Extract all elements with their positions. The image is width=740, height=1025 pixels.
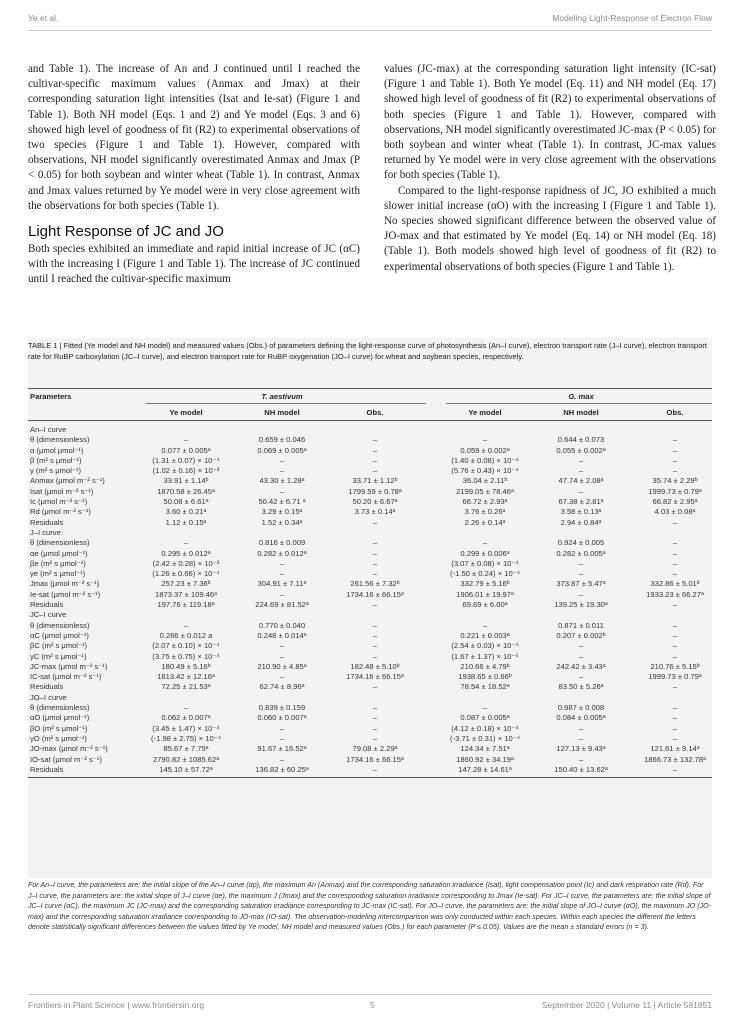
table-cell: – bbox=[672, 733, 678, 743]
table-cell: – bbox=[183, 538, 189, 548]
table-cell: 66.72 ± 2.93ᵃ bbox=[462, 497, 508, 507]
table-row bbox=[28, 497, 712, 507]
table-cell: 3.76 ± 0.26ᵃ bbox=[464, 507, 506, 517]
data-table bbox=[28, 388, 712, 778]
table-cell: 182.48 ± 5.10ᵇ bbox=[350, 661, 400, 671]
table-row bbox=[28, 755, 712, 765]
table-cell: 136.82 ± 60.25ᵃ bbox=[255, 764, 309, 774]
row-label: JO–I curve bbox=[30, 692, 67, 702]
species-header-1: T. aestivum bbox=[261, 392, 303, 401]
table-row bbox=[28, 734, 712, 744]
left-paragraph-1: and Table 1). The increase of An and J continued until I reached the cultivar-specific maximum values (Anmax and Jmax) at their corresponding saturation light intensities (Isat and Ie-sat) (Figure 1 and Table 1). Both NH model (Eqs. 1 and 2) and Ye model (Eqs. 3 and 6) showed high level of goodness of fit (R2) to experimental observations of two species (Figure 1 and Table 1). However, compared with observations, NH model significantly overestimated Anmax and Jmax (P < 0.05) for both soybean and winter wheat (Table 1). In contrast, Anmax and Jmax values returned by Ye model were in very close agreement with the observations for both species (Table 1). bbox=[28, 63, 360, 212]
table-row bbox=[28, 610, 712, 620]
table-cell: – bbox=[672, 651, 678, 661]
table-cell: – bbox=[183, 703, 189, 713]
row-label: αC (μmol μmol⁻¹) bbox=[30, 630, 89, 640]
table-cell: – bbox=[578, 641, 584, 651]
table-cell: (1.31 ± 0.07) × 10⁻⁴ bbox=[152, 455, 220, 465]
subheader: Obs. bbox=[366, 408, 384, 417]
subheader: Ye model bbox=[169, 408, 203, 417]
table-cell: 180.49 ± 5.16ᵇ bbox=[161, 661, 211, 671]
row-label: αO (μmol μmol⁻¹) bbox=[30, 713, 90, 723]
table-row bbox=[28, 476, 712, 486]
table-cell: – bbox=[372, 558, 378, 568]
table-cell: 47.74 ± 2.08ᵃ bbox=[558, 476, 604, 486]
table-cell: – bbox=[578, 455, 584, 465]
table-cell: – bbox=[372, 682, 378, 692]
table-cell: 139.25 ± 19.30ᵃ bbox=[554, 600, 608, 610]
table-cell: – bbox=[279, 651, 285, 661]
table-cell: 332.86 ± 5.01ᵇ bbox=[650, 579, 700, 589]
subheader: Obs. bbox=[666, 408, 684, 417]
row-label: θ (dimensionless) bbox=[30, 703, 90, 713]
table-row bbox=[28, 600, 712, 610]
row-label: γe (m² s μmol⁻¹) bbox=[30, 569, 86, 579]
table-cell: – bbox=[372, 703, 378, 713]
table-cell: – bbox=[279, 569, 285, 579]
table-cell: 0.816 ± 0.009 bbox=[258, 538, 306, 548]
row-label: θ (dimensionless) bbox=[30, 435, 90, 445]
row-label: IC-sat (μmol m⁻² s⁻¹) bbox=[30, 672, 102, 682]
table-cell: – bbox=[372, 713, 378, 723]
table-cell: 2199.05 ± 78.46ᵃ bbox=[456, 486, 514, 496]
table-row bbox=[28, 435, 712, 445]
table-cell: 85.67 ± 7.75ᵃ bbox=[163, 744, 209, 754]
table-row bbox=[28, 652, 712, 662]
page-footer bbox=[28, 1000, 712, 1014]
table-cell: 3.29 ± 0.15ᵃ bbox=[261, 507, 303, 517]
table-cell: 1734.16 ± 66.15ᵃ bbox=[346, 589, 404, 599]
table-cell: 0.221 ± 0.003ᵃ bbox=[460, 630, 510, 640]
table-row bbox=[28, 559, 712, 569]
table-cell: 1906.01 ± 19.97ᵃ bbox=[456, 589, 514, 599]
table-cell: 257.23 ± 7.36ᵇ bbox=[161, 579, 211, 589]
table-cell: – bbox=[672, 630, 678, 640]
table-cell: – bbox=[672, 455, 678, 465]
table-cell: – bbox=[372, 600, 378, 610]
table-cell: 0.060 ± 0.007ᵃ bbox=[257, 713, 307, 723]
row-label: βO (m² s μmol⁻¹) bbox=[30, 723, 88, 733]
table-cell: 0.266 ± 0.012 a bbox=[159, 630, 213, 640]
row-label: θ (dimensionless) bbox=[30, 620, 90, 630]
table-cell: 83.50 ± 5.26ᵃ bbox=[558, 682, 604, 692]
table-row bbox=[28, 507, 712, 517]
table-cell: 1734.16 ± 66.15ᵃ bbox=[346, 754, 404, 764]
table-cell: – bbox=[578, 466, 584, 476]
table-row bbox=[28, 621, 712, 631]
table-cell: 91.67 ± 16.52ᵃ bbox=[257, 744, 307, 754]
table-cell: 0.084 ± 0.005ᵃ bbox=[556, 713, 606, 723]
table-cell: 0.055 ± 0.002ᵃ bbox=[556, 445, 606, 455]
table-row bbox=[28, 724, 712, 734]
row-label: J–I curve bbox=[30, 527, 61, 537]
table-cell: 150.40 ± 13.62ᵃ bbox=[554, 764, 608, 774]
footer-journal: Frontiers in Plant Science | www.frontiersin.org bbox=[28, 1000, 205, 1010]
table-cell: – bbox=[279, 723, 285, 733]
table-cell: 1860.92 ± 34.19ᵃ bbox=[456, 754, 514, 764]
table-cell: – bbox=[279, 466, 285, 476]
table-cell: – bbox=[672, 620, 678, 630]
table-cell: – bbox=[672, 600, 678, 610]
table-row bbox=[28, 693, 712, 703]
table-cell: 78.54 ± 18.52ᵃ bbox=[460, 682, 510, 692]
table-cell: 0.207 ± 0.002ᵇ bbox=[556, 630, 606, 640]
row-label: αe (μmol μmol⁻¹) bbox=[30, 548, 88, 558]
left-paragraph-2: Both species exhibited an immediate and rapid initial increase of JC (αC) with the increasing I (Figure 1 and Table 1). The increase of JC continued until I reached the cultivar-specific maximum bbox=[28, 243, 360, 286]
row-label: JC–I curve bbox=[30, 610, 67, 620]
table-cell: – bbox=[279, 486, 285, 496]
table-cell: 35.74 ± 2.29ᵇ bbox=[652, 476, 698, 486]
table-cell: (3.45 ± 1.47) × 10⁻⁴ bbox=[152, 723, 220, 733]
table-cell: – bbox=[279, 754, 285, 764]
section-heading: Light Response of JC and JO bbox=[28, 223, 224, 241]
table-cell: 127.13 ± 9.43ᵃ bbox=[556, 744, 606, 754]
row-label: Residuals bbox=[30, 682, 64, 692]
header-title: Modeling Light-Response of Electron Flow bbox=[552, 13, 712, 23]
table-cell: 0.644 ± 0.073 bbox=[557, 435, 605, 445]
table-row bbox=[28, 682, 712, 692]
table-cell: 0.924 ± 0.005 bbox=[557, 538, 605, 548]
table-cell: – bbox=[279, 589, 285, 599]
table-cell: – bbox=[482, 435, 488, 445]
table-cell: – bbox=[279, 672, 285, 682]
table-cell: 1.52 ± 0.34ᵃ bbox=[261, 517, 303, 527]
table-row bbox=[28, 713, 712, 723]
table-cell: 50.08 ± 6.61ᵃ bbox=[163, 497, 209, 507]
table-cell: (2.54 ± 0.03) × 10⁻⁴ bbox=[451, 641, 519, 651]
table-row bbox=[28, 765, 712, 775]
table-cell: – bbox=[372, 630, 378, 640]
row-label: β (m² s μmol⁻¹) bbox=[30, 455, 82, 465]
table-cell: 145.10 ± 57.72ᵃ bbox=[159, 764, 213, 774]
table-cell: – bbox=[372, 455, 378, 465]
row-label: Residuals bbox=[30, 517, 64, 527]
table-cell: – bbox=[672, 466, 678, 476]
table-cell: 0.059 ± 0.002ᵃ bbox=[460, 445, 510, 455]
table-cell: 121.61 ± 9.14ᵃ bbox=[650, 744, 700, 754]
table-cell: 2.94 ± 0.84ᵃ bbox=[560, 517, 602, 527]
row-label: γ (m² s μmol⁻¹) bbox=[30, 466, 81, 476]
table-cell: 1813.42 ± 12.16ᵃ bbox=[157, 672, 215, 682]
row-label: Ic (μmol m⁻² s⁻¹) bbox=[30, 497, 88, 507]
table-cell: (-3.71 ± 0.31) × 10⁻⁴ bbox=[450, 733, 520, 743]
table-cell: 1938.65 ± 0.66ᵇ bbox=[458, 672, 512, 682]
table-cell: (1.26 ± 0.66) × 10⁻⁴ bbox=[152, 569, 220, 579]
table-cell: 0.062 ± 0.007ᵃ bbox=[161, 713, 211, 723]
table-row bbox=[28, 425, 712, 435]
table-cell: (-1.50 ± 0.24) × 10⁻⁴ bbox=[450, 569, 520, 579]
table-cell: 261.56 ± 7.32ᵇ bbox=[350, 579, 400, 589]
table-cell: 0.069 ± 0.005ᵃ bbox=[257, 445, 307, 455]
table-cell: – bbox=[672, 548, 678, 558]
table-cell: 1999.73 ± 0.79ᵃ bbox=[648, 672, 702, 682]
table-cell: 0.295 ± 0.012ᵃ bbox=[161, 548, 211, 558]
table-cell: 0.299 ± 0.006ᵃ bbox=[460, 548, 510, 558]
row-label: Ie-sat (μmol m⁻² s⁻¹) bbox=[30, 589, 101, 599]
table-row bbox=[28, 446, 712, 456]
table-row bbox=[28, 703, 712, 713]
running-header bbox=[28, 13, 712, 27]
page-number: 5 bbox=[370, 1000, 375, 1010]
row-label: Isat (μmol m⁻² s⁻¹) bbox=[30, 486, 94, 496]
table-row bbox=[28, 672, 712, 682]
table-cell: 50.20 ± 6.67ᵃ bbox=[352, 497, 398, 507]
row-label: βC (m² s μmol⁻¹) bbox=[30, 641, 88, 651]
table-cell: 1999.73 ± 0.79ᵃ bbox=[648, 486, 702, 496]
table-cell: 224.69 ± 81.52ᵃ bbox=[255, 600, 309, 610]
species-header-2: G. max bbox=[568, 392, 594, 401]
table-cell: 0.282 ± 0.005ᵃ bbox=[556, 548, 606, 558]
table-row bbox=[28, 549, 712, 559]
table-cell: 210.66 ± 4.79ᵇ bbox=[460, 661, 510, 671]
table-cell: 210.90 ± 4.85ᵃ bbox=[257, 661, 307, 671]
table-cell: – bbox=[372, 651, 378, 661]
table-cell: – bbox=[372, 466, 378, 476]
table-cell: 67.38 ± 2.81ᵃ bbox=[558, 497, 604, 507]
table-cell: – bbox=[672, 517, 678, 527]
table-cell: – bbox=[672, 723, 678, 733]
table-cell: – bbox=[578, 569, 584, 579]
table-cell: – bbox=[279, 641, 285, 651]
table-cell: – bbox=[279, 455, 285, 465]
table-body bbox=[28, 425, 712, 775]
table-cell: (4.12 ± 0.18) × 10⁻⁴ bbox=[451, 723, 519, 733]
table-cell: 1873.37 ± 109.46ᵃ bbox=[155, 589, 217, 599]
table-cell: 124.34 ± 7.51ᵃ bbox=[460, 744, 510, 754]
table-cell: – bbox=[372, 764, 378, 774]
table-row bbox=[28, 569, 712, 579]
table-cell: 0.282 ± 0.012ᵃ bbox=[257, 548, 307, 558]
table-cell: (3.07 ± 0.08) × 10⁻⁴ bbox=[451, 558, 519, 568]
table-cell: 1799.59 ± 0.78ᵃ bbox=[348, 486, 402, 496]
table-cell: – bbox=[279, 558, 285, 568]
table-cell: – bbox=[578, 723, 584, 733]
footer-rule bbox=[28, 994, 712, 995]
table-cell: – bbox=[482, 538, 488, 548]
table-cell: – bbox=[372, 538, 378, 548]
table-cell: – bbox=[672, 682, 678, 692]
table-cell: 373.87 ± 5.47ᵃ bbox=[556, 579, 606, 589]
table-cell: 43.30 ± 1.28ᵃ bbox=[259, 476, 305, 486]
table-cell: 72.25 ± 21.53ᵃ bbox=[161, 682, 211, 692]
table-row bbox=[28, 518, 712, 528]
table-cell: (3.75 ± 0.75) × 10⁻⁴ bbox=[152, 651, 220, 661]
row-label: γO (m² s μmol⁻¹) bbox=[30, 733, 87, 743]
row-label: θ (dimensionless) bbox=[30, 538, 90, 548]
table-cell: – bbox=[672, 435, 678, 445]
table-cell: – bbox=[578, 672, 584, 682]
table-cell: 0.248 ± 0.014ᵃ bbox=[257, 630, 307, 640]
table-cell: 3.60 ± 0.21ᵃ bbox=[165, 507, 207, 517]
table-footnote: For An–I curve, the parameters are: the initial slope of the An–I curve (αp), the maximum An (Anmax) and the corresponding saturation irradiance (Isat), light compensation point (Ic) and dark respiration rate (Rd). For J–I curve, the parameters are: the initial slope of J–I curve (αe), the maximum J (Jmax) and the corresponding saturation irradiance corresponding to Jmax (Ie-sat). For JC–I curve, the parameters are: the initial slope of JC–I curve (αC), the maximum JC (JC-max) and the corresponding saturation irradiance corresponding to JC-max (IC-sat). For JO–I curve, the parameters are: the initial slope of JO–I curve (αO), the maximum JO (JO-max) and the corresponding saturation irradiance corresponding to JO-max (IO-sat). The observation-modeling intercomparison was only conducted within each species. Within each species the different the letters denote statistically significant differences between the values fitted by Ye model, NH model and measured values (Obs.) for each parameter (P ≤ 0.05). Values are the mean ± standard errors (n = 3). bbox=[28, 881, 712, 932]
table-cell: – bbox=[372, 548, 378, 558]
table-cell: 1933.23 ± 66.27ᵃ bbox=[646, 589, 704, 599]
table-cell: – bbox=[578, 733, 584, 743]
table-cell: – bbox=[279, 733, 285, 743]
table-cell: 4.03 ± 0.08ᵃ bbox=[654, 507, 696, 517]
table-cell: 332.79 ± 5.16ᵇ bbox=[460, 579, 510, 589]
row-label: Residuals bbox=[30, 764, 64, 774]
table-cell: – bbox=[672, 538, 678, 548]
right-paragraph-1: values (JC-max) at the corresponding saturation light intensity (IC-sat) (Figure 1 and Table 1). Both Ye model (Eq. 11) and NH model (Eq. 17) showed high level of goodness of fit (R2) to experimental observations of both species (Figure 1 and Table 1). However, compared with observations, NH model significantly overestimated JC-max (P < 0.05) for both soybean and winter wheat (Table 1). In contrast, JC-max values returned by Ye model were in very close agreement with the observations for both species (Table 1). bbox=[384, 63, 716, 182]
table-cell: 79.08 ± 2.29ᵃ bbox=[352, 744, 398, 754]
table-cell: 33.91 ± 1.14ᵇ bbox=[163, 476, 209, 486]
table-cell: – bbox=[672, 569, 678, 579]
row-label: JC-max (μmol m⁻² s⁻¹) bbox=[30, 661, 108, 671]
table-cell: – bbox=[578, 651, 584, 661]
table-cell: 1870.58 ± 26.45ᵃ bbox=[157, 486, 215, 496]
table-row bbox=[28, 456, 712, 466]
table-row bbox=[28, 538, 712, 548]
table-cell: – bbox=[183, 620, 189, 630]
table-cell: 33.71 ± 1.12ᵇ bbox=[352, 476, 398, 486]
table-row bbox=[28, 528, 712, 538]
table-cell: (5.76 ± 0.43) × 10⁻⁴ bbox=[451, 466, 519, 476]
row-label: JO-max (μmol m⁻² s⁻¹) bbox=[30, 744, 108, 754]
table-row bbox=[28, 662, 712, 672]
table-cell: – bbox=[578, 558, 584, 568]
table-cell: – bbox=[578, 486, 584, 496]
table-cell: 147.28 ± 14.61ᵃ bbox=[458, 764, 512, 774]
table-cell: 36.04 ± 2.11ᵇ bbox=[462, 476, 508, 486]
table-row bbox=[28, 579, 712, 589]
table-cell: – bbox=[578, 589, 584, 599]
table-cell: 0.770 ± 0.040 bbox=[258, 620, 306, 630]
table-cell: – bbox=[372, 445, 378, 455]
table-cell: – bbox=[672, 558, 678, 568]
left-column bbox=[28, 62, 360, 288]
row-label: Rd (μmol m⁻² s⁻¹) bbox=[30, 507, 91, 517]
table-row bbox=[28, 744, 712, 754]
table-cell: (2.07 ± 0.10) × 10⁻⁴ bbox=[152, 641, 220, 651]
table-cell: – bbox=[372, 723, 378, 733]
table-cell: 66.82 ± 2.95ᵃ bbox=[652, 497, 698, 507]
table-cell: 3.58 ± 0.13ᵃ bbox=[560, 507, 602, 517]
table-caption: TABLE 1 | Fitted (Ye model and NH model) and measured values (Obs.) of parameters defining the light-response curve of photosynthesis (An–I curve), electron transport rate (J–I curve), electron transport rate for RuBP carboxylation (JC–I curve), and electron transport rate for RuBP oxygenation (JO–I curve) for wheat and soybean species, respectively. bbox=[28, 341, 707, 361]
table-cell: – bbox=[672, 713, 678, 723]
table-cell: 1.12 ± 0.15ᵃ bbox=[165, 517, 207, 527]
table-cell: – bbox=[672, 641, 678, 651]
row-label: γC (m² s μmol⁻¹) bbox=[30, 651, 87, 661]
table-cell: 69.69 ± 6.00ᵃ bbox=[462, 600, 508, 610]
table-cell: – bbox=[672, 445, 678, 455]
table-cell: 2.26 ± 0.14ᵃ bbox=[464, 517, 506, 527]
table-cell: 242.42 ± 3.43ᵃ bbox=[556, 661, 606, 671]
subheader: NH model bbox=[563, 408, 599, 417]
table-cell: 210.76 ± 5.15ᵇ bbox=[650, 661, 700, 671]
row-label: βe (m² s μmol⁻¹) bbox=[30, 558, 86, 568]
right-column bbox=[384, 62, 716, 275]
table-cell: (1.02 ± 0.16) × 10⁻³ bbox=[152, 466, 220, 476]
row-label: Residuals bbox=[30, 600, 64, 610]
table-row bbox=[28, 487, 712, 497]
table-cell: – bbox=[372, 517, 378, 527]
table-cell: 0.839 ± 0.159 bbox=[258, 703, 306, 713]
table-cell: – bbox=[672, 703, 678, 713]
table-cell: 0.871 ± 0.011 bbox=[558, 620, 604, 630]
footer-issue: September 2020 | Volume 11 | Article 581851 bbox=[541, 1000, 712, 1010]
col-parameters-header: Parameters bbox=[30, 392, 72, 401]
table-cell: 50.42 ± 6.71 ᵃ bbox=[258, 497, 306, 507]
table-cell: 62.74 ± 8.96ᵃ bbox=[259, 682, 305, 692]
table-row bbox=[28, 641, 712, 651]
row-label: An–I curve bbox=[30, 425, 67, 434]
table-cell: – bbox=[183, 435, 189, 445]
table-cell: – bbox=[372, 569, 378, 579]
table-cell: 0.659 ± 0.046 bbox=[258, 435, 306, 445]
row-label: Anmax (μmol m⁻² s⁻¹) bbox=[30, 476, 105, 486]
row-label: IO-sat (μmol m⁻² s⁻¹) bbox=[30, 754, 102, 764]
table-cell: (2.42 ± 0.28) × 10⁻³ bbox=[152, 558, 220, 568]
header-authors: Ye et al. bbox=[28, 13, 59, 23]
table-cell: – bbox=[482, 620, 488, 630]
table-cell: – bbox=[482, 703, 488, 713]
table-cell: 1734.16 ± 66.15ᵃ bbox=[346, 672, 404, 682]
table-row bbox=[28, 466, 712, 476]
table-cell: 3.73 ± 0.14ᵃ bbox=[354, 507, 396, 517]
table-cell: 0.987 ± 0.008 bbox=[557, 703, 605, 713]
table-cell: 0.077 ± 0.005ᵃ bbox=[161, 445, 211, 455]
table-cell: – bbox=[372, 641, 378, 651]
subheader: Ye model bbox=[468, 408, 502, 417]
table-cell: 2790.82 ± 1085.62ᵃ bbox=[152, 754, 220, 764]
table-cell: (1.40 ± 0.08) × 10⁻⁴ bbox=[451, 455, 519, 465]
table-cell: – bbox=[672, 764, 678, 774]
table-cell: (-1.98 ± 2.75) × 10⁻⁴ bbox=[151, 733, 221, 743]
table-cell: (1.67 ± 1.37) × 10⁻⁵ bbox=[451, 651, 519, 661]
table-cell: 0.087 ± 0.005ᵃ bbox=[460, 713, 510, 723]
row-label: α (μmol μmol⁻¹) bbox=[30, 445, 84, 455]
header-rule bbox=[28, 30, 712, 31]
table-cell: 304.91 ± 7.11ᵃ bbox=[257, 579, 307, 589]
table-cell: – bbox=[372, 620, 378, 630]
table-cell: – bbox=[372, 435, 378, 445]
right-paragraph-2: Compared to the light-response rapidness of JC, JO exhibited a much slower initial increase (αO) with the increasing I (Figure 1 and Table 1). No species showed significant difference between the observed value of JO-max and that estimated by Ye model (Eq. 14) or NH model (Eq. 18) (Table 1). Both models showed high level of goodness of fit (R2) to experimental observations of both species (Figure 1 and Table 1). bbox=[384, 184, 716, 273]
table-cell: – bbox=[578, 754, 584, 764]
table-row bbox=[28, 590, 712, 600]
table-cell: 197.76 ± 119.18ᵃ bbox=[157, 600, 215, 610]
row-label: Jmax (μmol m⁻² s⁻¹) bbox=[30, 579, 100, 589]
table-cell: – bbox=[372, 733, 378, 743]
subheader: NH model bbox=[264, 408, 300, 417]
table-row bbox=[28, 631, 712, 641]
table-cell: 1866.73 ± 132.78ᵃ bbox=[644, 754, 706, 764]
